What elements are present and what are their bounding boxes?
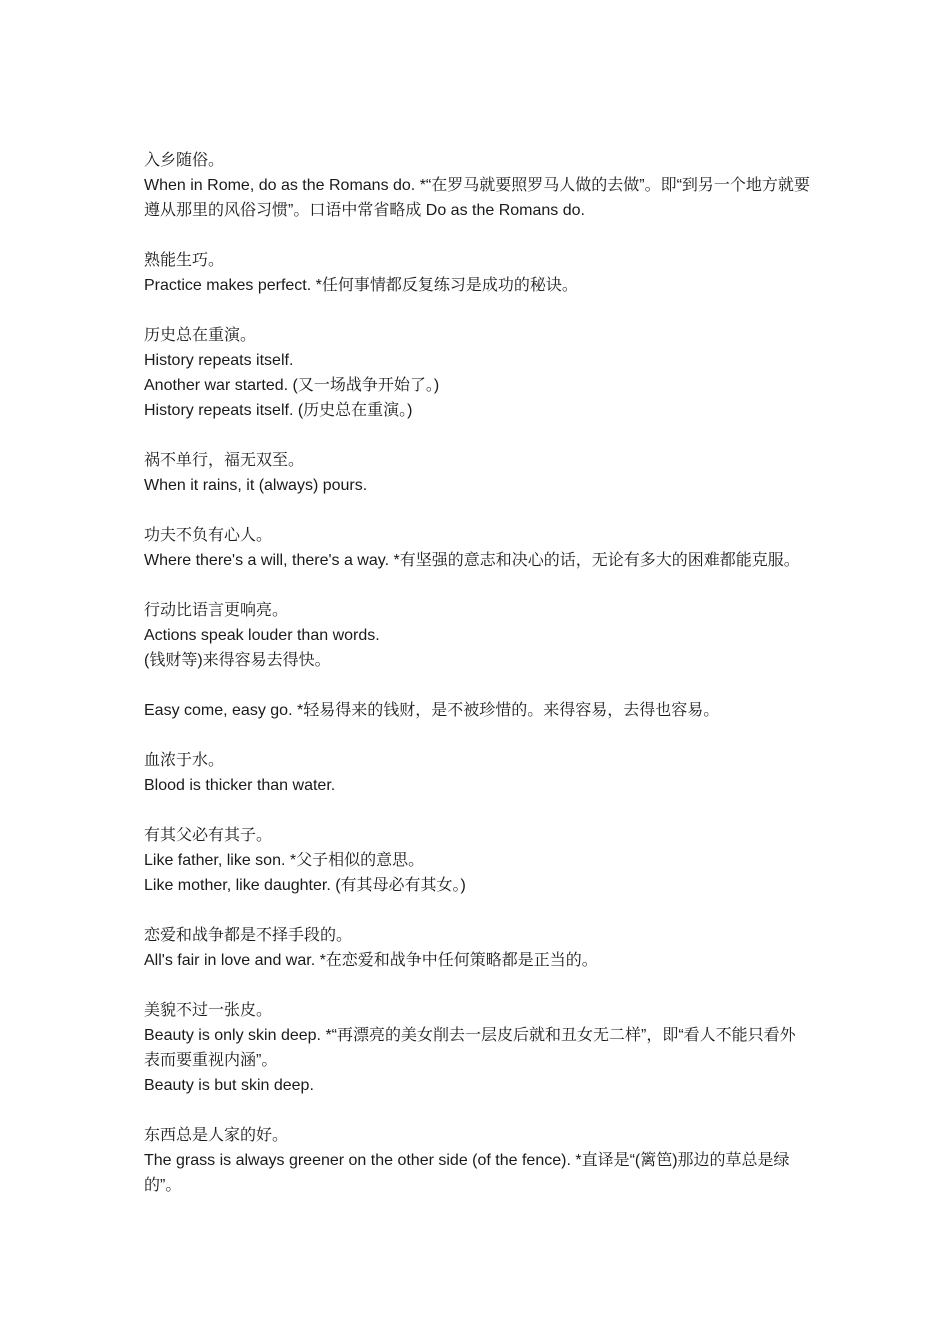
proverb-entry [144,923,810,973]
proverb-entry [144,823,810,898]
document-page [144,148,810,1223]
entry-heading-line: 恋爱和战争都是不择手段的。 [144,927,353,944]
proverb-entry [144,523,810,573]
proverb-entry [144,1123,810,1198]
entry-heading-line: 行动比语言更响亮。 [144,602,289,619]
entry-text-line: When it rains, it (always) pours. [144,477,368,494]
entry-text-line: Another war started. (又一场战争开始了。) [144,377,440,394]
entry-text-line: Actions speak louder than words. [144,627,380,644]
entry-text-line: All's fair in love and war. *在恋爱和战争中任何策略都是正当的。 [144,952,598,969]
entry-heading-line: 祸不单行，福无双至。 [144,452,305,469]
entry-text-line: Like mother, like daughter. (有其母必有其女。) [144,877,466,894]
proverb-entry [144,248,810,298]
entry-text-line: Blood is thicker than water. [144,777,336,794]
proverb-entry [144,323,810,423]
entry-heading-line: 入乡随俗。 [144,152,225,169]
entry-text-line: History repeats itself. (历史总在重演。) [144,402,413,419]
entry-text-line: Where there's a will, there's a way. *有坚强的意志和决心的话，无论有多大的困难都能克服。 [144,552,800,569]
entry-text-line: When in Rome, do as the Romans do. *“在罗马就要照罗马人做的去做”。即“到另一个地方就要遵从那里的风俗习惯”。口语中常省略成 Do as the Romans do. [144,177,810,219]
entry-heading-line: 有其父必有其子。 [144,827,273,844]
entry-heading-line: 美貌不过一张皮。 [144,1002,273,1019]
entry-text-line: The grass is always greener on the other side (of the fence). *直译是“(篱笆)那边的草总是绿的”。 [144,1152,790,1194]
entry-text-line: Beauty is but skin deep. [144,1077,314,1094]
entry-heading-line: 历史总在重演。 [144,327,257,344]
entry-heading-line: 血浓于水。 [144,752,225,769]
entry-heading-line: 功夫不负有心人。 [144,527,273,544]
entry-text-line: (钱财等)来得容易去得快。 [144,652,331,669]
proverb-entry [144,748,810,798]
entry-heading-line: Easy come, easy go. *轻易得来的钱财，是不被珍惜的。来得容易，去得也容易。 [144,702,720,719]
entry-heading-line: 东西总是人家的好。 [144,1127,289,1144]
proverb-entry [144,148,810,223]
proverb-entry [144,448,810,498]
proverb-entry [144,698,810,723]
proverb-entry [144,598,810,673]
entry-text-line: Practice makes perfect. *任何事情都反复练习是成功的秘诀。 [144,277,578,294]
entry-text-line: Like father, like son. *父子相似的意思。 [144,852,425,869]
entry-text-line: Beauty is only skin deep. *“再漂亮的美女削去一层皮后就和丑女无二样”，即“看人不能只看外表而要重视内涵”。 [144,1027,796,1069]
entry-text-line: History repeats itself. [144,352,294,369]
entry-heading-line: 熟能生巧。 [144,252,225,269]
proverb-entry [144,998,810,1098]
